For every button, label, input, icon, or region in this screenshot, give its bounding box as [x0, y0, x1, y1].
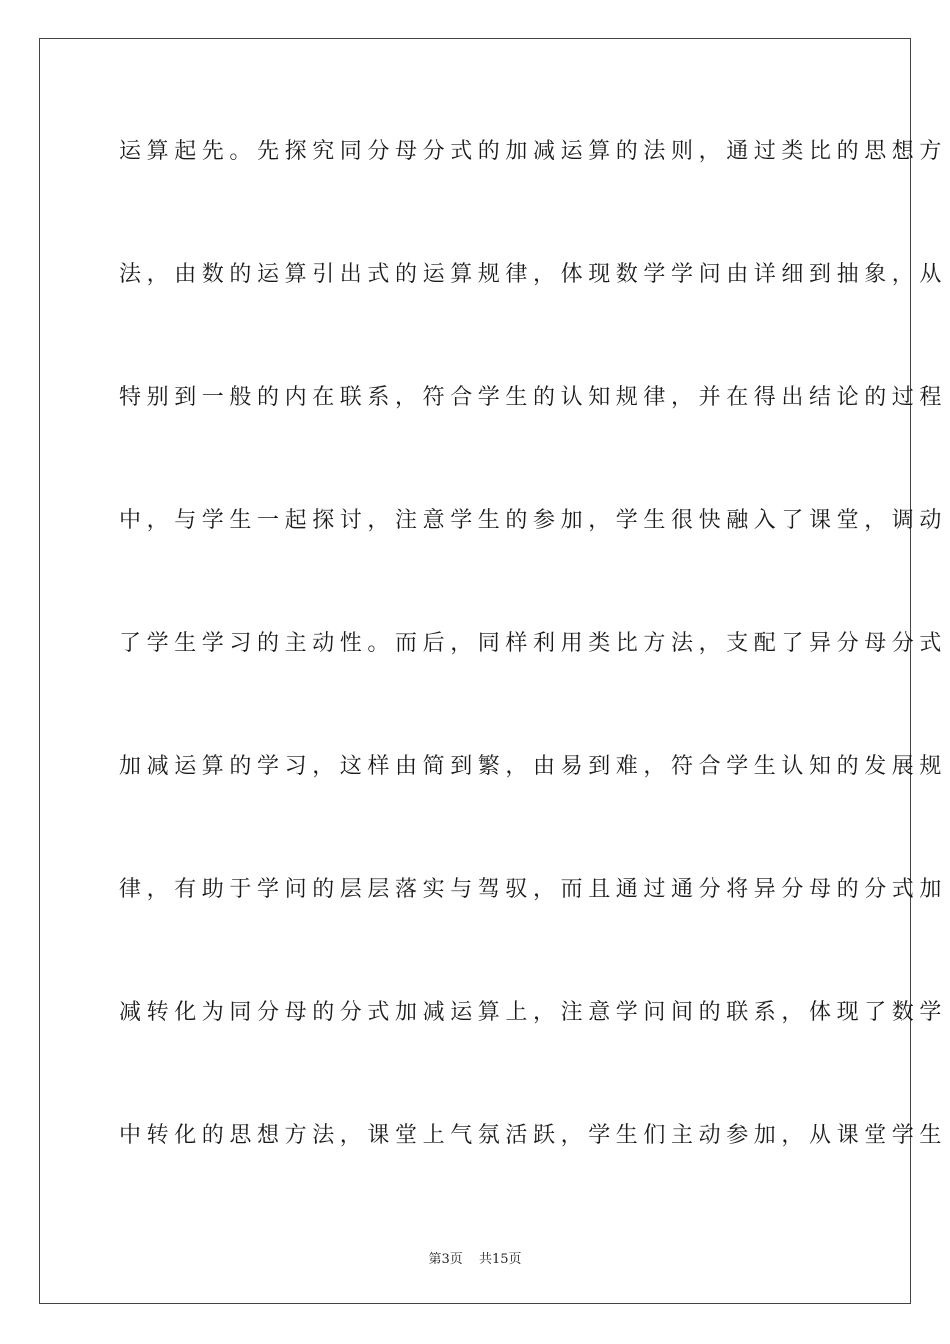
text-line: 中，与学生一起探讨，注意学生的参加，学生很快融入了课堂，调动 [119, 508, 948, 533]
text-line: 运算起先。先探究同分母分式的加减运算的法则，通过类比的思想方 [119, 139, 948, 164]
text-line: 中转化的思想方法，课堂上气氛活跃，学生们主动参加，从课堂学生 [119, 1123, 948, 1148]
text-line: 了学生学习的主动性。而后，同样利用类比方法，支配了异分母分式 [119, 631, 948, 656]
text-line: 减转化为同分母的分式加减运算上，注意学问间的联系，体现了数学 [119, 1000, 948, 1025]
text-line: 法，由数的运算引出式的运算规律，体现数学学问由详细到抽象，从 [119, 262, 948, 287]
page-number: 第3页 [428, 1252, 463, 1267]
body-text [40, 39, 948, 1303]
page-footer [40, 1248, 910, 1267]
text-line: 加减运算的学习，这样由简到繁，由易到难，符合学生认知的发展规 [119, 754, 948, 779]
text-line: 特别到一般的内在联系，符合学生的认知规律，并在得出结论的过程 [119, 385, 948, 410]
text-line: 律，有助于学问的层层落实与驾驭，而且通过通分将异分母的分式加 [119, 877, 948, 902]
page-frame [39, 38, 948, 1304]
page-total: 共15页 [478, 1252, 522, 1267]
